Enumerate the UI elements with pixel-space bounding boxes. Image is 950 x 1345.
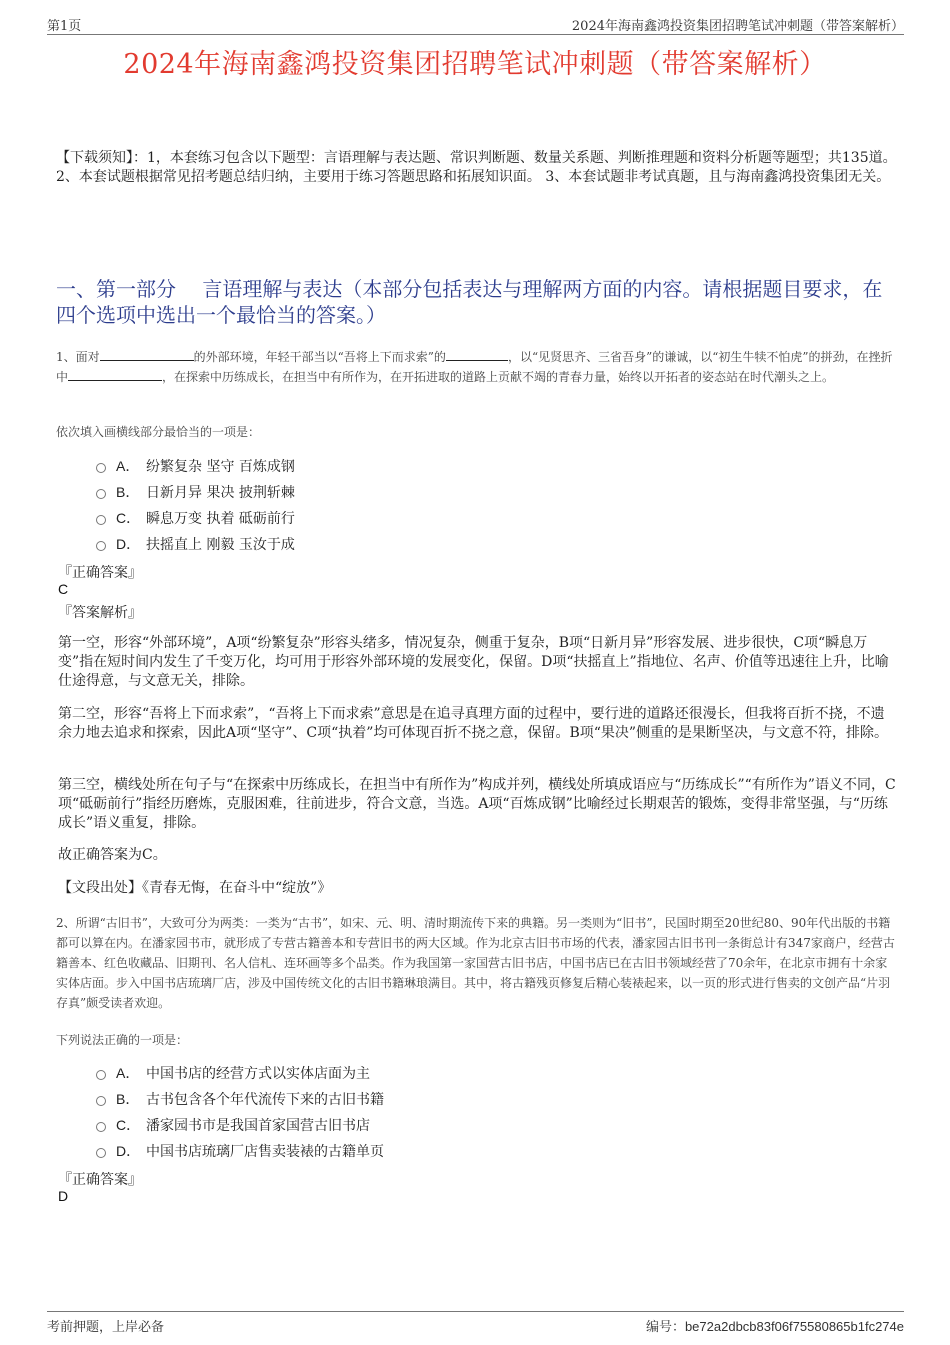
question-1-prompt: 依次填入画横线部分最恰当的一项是： [56, 425, 261, 439]
option-b[interactable] [96, 1086, 384, 1112]
option-letter: C． [116, 1117, 141, 1133]
option-letter: B． [116, 1091, 140, 1107]
question-1-text [56, 347, 898, 387]
option-text: 潘家园书市是我国首家国营古旧书店 [146, 1118, 370, 1134]
correct-answer-label: 『正确答案』 [58, 1172, 142, 1188]
option-text: 瞬息万变 执着 砥砺前行 [146, 511, 295, 527]
page-number: 第1页 [47, 19, 82, 34]
correct-answer-label: 『正确答案』 [58, 565, 142, 581]
radio-icon[interactable] [96, 1070, 106, 1080]
option-text: 古书包含各个年代流传下来的古旧书籍 [146, 1092, 384, 1108]
code-value: be72a2dbcb83f06f75580865b1fc274e [684, 1319, 904, 1334]
option-b[interactable] [96, 479, 295, 505]
radio-icon[interactable] [96, 541, 106, 551]
option-text: 纷繁复杂 坚守 百炼成钢 [146, 459, 295, 475]
radio-icon[interactable] [96, 1096, 106, 1106]
code-label: 编号： [645, 1320, 685, 1335]
option-text: 日新月异 果决 披荆斩棘 [146, 485, 295, 501]
option-letter: D． [116, 1143, 141, 1159]
header-doc-title: 2024年海南鑫鸿投资集团招聘笔试冲刺题（带答案解析） [571, 19, 904, 34]
question-2-options [96, 1060, 384, 1164]
option-c[interactable] [96, 1112, 384, 1138]
section-heading: 一、第一部分 言语理解与表达（本部分包括表达与理解两方面的内容。请根据题目要求，在四个选项中选出一个最恰当的答案。） [56, 277, 883, 327]
option-d[interactable] [96, 531, 295, 557]
radio-icon[interactable] [96, 515, 106, 525]
radio-icon[interactable] [96, 1122, 106, 1132]
question-2-text: 2、所谓“古旧书”，大致可分为两类：一类为“古书”，如宋、元、明、清时期流传下来的典籍。另一类则为“旧书”，民国时期至20世纪80、90年代出版的书籍都可以算在内。在潘家园书市，就形成了专营古籍善本和专营旧书的两大区域。作为北京古旧书市场的代表，潘家园古旧书刊一条街总计有347家商户，经营古籍善本、红色收藏品、旧期刊、名人信札、连环画等多个品类。作为我国第一家国营古旧书店，中国书店已在古旧书领域经营了70余年，在北京市拥有十余家实体店面。步入中国书店琉璃厂店，涉及中国传统文化的古旧书籍琳琅满目。其中，将古籍残页修复后精心装裱起来，以一页的形式进行售卖的文创产品“片羽存真”颇受读者欢迎。 [56, 916, 895, 1010]
option-letter: D． [116, 536, 141, 552]
option-a[interactable] [96, 453, 295, 479]
option-letter: A． [116, 1065, 140, 1081]
option-c[interactable] [96, 505, 295, 531]
page-header [47, 12, 904, 35]
fill-blank [68, 368, 162, 381]
correct-answer-value: C [58, 581, 69, 597]
question-text-fragment: 面对 [75, 350, 100, 364]
question-number: 1、 [56, 350, 76, 364]
analysis-paragraph: 第一空，形容“外部环境”，A项“纷繁复杂”形容头绪多，情况复杂，侧重于复杂，B项“日新月异”形容发展、进步很快，C项“瞬息万变”指在短时间内发生了千变万化，均可用于形容外部环境的发展变化，保留。D项“扶摇直上”指地位、名声、价值等迅速往上升，比喻仕途得意，与文意无关，排除。 [58, 635, 889, 689]
analysis-paragraph: 第三空，横线处所在句子与“在探索中历练成长，在担当中有所作为”构成并列，横线处所填成语应与“历练成长”“有所作为”语义不同，C项“砥砺前行”指经历磨炼，克服困难，往前进步，符合文意，当选。A项“百炼成钢”比喻经过长期艰苦的锻炼，变得非常坚强，与“历练成长”语义重复，排除。 [58, 777, 896, 831]
radio-icon[interactable] [96, 1148, 106, 1158]
footer-code [646, 1316, 904, 1335]
question-1-options [96, 453, 295, 557]
fill-blank [100, 348, 194, 361]
option-d[interactable] [96, 1138, 384, 1164]
correct-answer-value: D [58, 1188, 69, 1204]
option-letter: A． [116, 458, 140, 474]
footer-slogan: 考前押题，上岸必备 [47, 1320, 165, 1335]
question-text-fragment: ，在探索中历练成长，在担当中有所作为，在开拓进取的道路上贡献不竭的青春力量，始终以开拓者的姿态站在时代潮头之上。 [162, 370, 835, 384]
download-notice: 【下载须知】：1，本套练习包含以下题型：言语理解与表达题、常识判断题、数量关系题、判断推理题和资料分析题等题型；共135道。 2、本套试题根据常见招考题总结归纳，主要用于练习答题思路和拓展知识面。 3、本套试题非考试真题，且与海南鑫鸿投资集团无关。 [56, 150, 897, 185]
analysis-conclusion: 故正确答案为C。 [58, 847, 167, 863]
document-title: 2024年海南鑫鸿投资集团招聘笔试冲刺题（带答案解析） [123, 49, 827, 80]
question-text-fragment: ，以“见贤思齐、三省吾身”的谦诚，以“初生牛犊不怕虎”的拼劲，在挫折中 [56, 350, 893, 384]
analysis-label: 『答案解析』 [58, 605, 142, 621]
page-footer [47, 1311, 904, 1334]
question-2-prompt: 下列说法正确的一项是： [56, 1033, 189, 1047]
radio-icon[interactable] [96, 489, 106, 499]
analysis-paragraph: 第二空，形容“吾将上下而求索”，“吾将上下而求索”意思是在追寻真理方面的过程中，要行进的道路还很漫长，但我将百折不挠，不遗余力地去追求和探索，因此A项“坚守”、C项“执着”均可体现百折不挠之意，保留。B项“果决”侧重的是果断坚决，与文意不符，排除。 [58, 706, 889, 741]
radio-icon[interactable] [96, 463, 106, 473]
option-text: 中国书店琉璃厂店售卖装裱的古籍单页 [146, 1144, 384, 1160]
option-letter: B． [116, 484, 140, 500]
option-letter: C． [116, 510, 141, 526]
question-text-fragment: 的外部环境，年轻干部当以“吾将上下而求索”的 [193, 350, 446, 364]
option-a[interactable] [96, 1060, 384, 1086]
option-text: 中国书店的经营方式以实体店面为主 [146, 1066, 370, 1082]
fill-blank [446, 348, 508, 361]
option-text: 扶摇直上 刚毅 玉汝于成 [146, 537, 295, 553]
source-citation: 【文段出处】《青春无悔，在奋斗中“绽放”》 [58, 880, 332, 896]
